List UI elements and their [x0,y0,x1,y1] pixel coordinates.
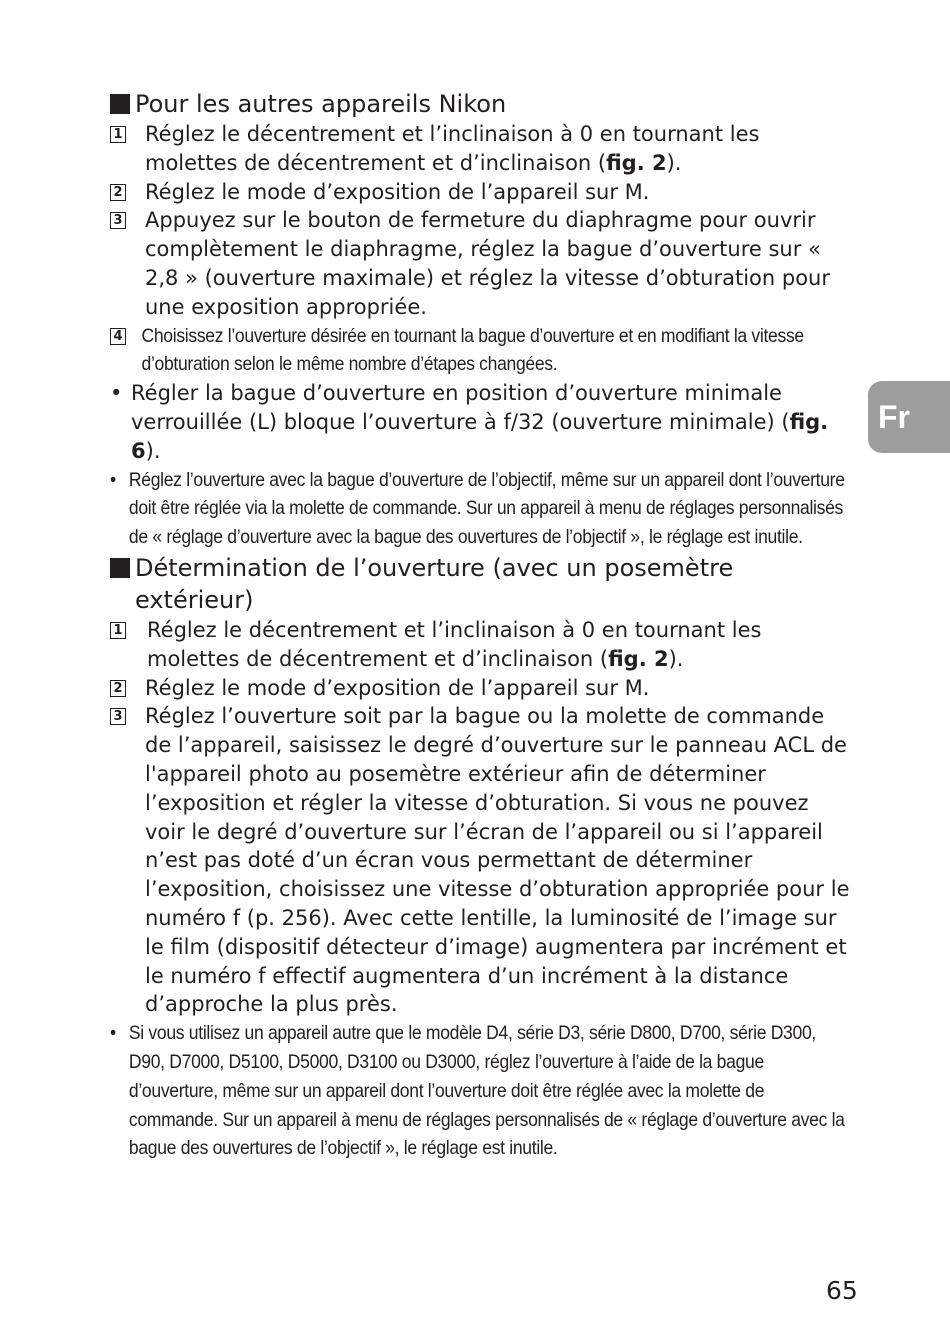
step-item: 3 Réglez l’ouverture soit par la bague ou la molette de commande de l’appareil, saisissez le degré d’ouverture sur le panneau ACL de l'appareil photo au posemètre extérieur afin de déterminer l’exposition et régler la vitesse d’obturation. Si vous ne pouvez voir le degré d’ouverture sur l’écran de l’appareil ou si l’appareil n’est pas doté d’un écran vous permettant de déterminer l’exposition, choisissez une vitesse d’obturation appropriée pour le numéro f (p. 256). Avec cette lentille, la luminosité de l’image sur le film (dispositif détecteur d’image) augmentera par incrément et le numéro f effectif augmentera d’un incrément à la distance d’approche la plus près. [110,702,850,1019]
square-bullet-icon [110,94,130,114]
bullet-dot-icon: • [110,381,123,406]
bullet-item: • Réglez l’ouverture avec la bague d’ouverture de l’objectif, même sur un appareil dont l’ouverture doit être réglée via la molette de commande. Sur un appareil à menu de réglages personnalisés de « réglage d’ouverture avec la bague des ouvertures de l’objectif », le réglage est inutile. [110,466,849,552]
step-number: 2 [110,680,126,697]
language-tab: Fr [868,381,950,453]
figure-reference: fig. 2 [606,150,667,175]
square-bullet-icon [110,558,130,578]
step-item: 2 Réglez le mode d’exposition de l’appareil sur M. [110,674,850,703]
step-number: 1 [110,622,126,639]
section-heading: Pour les autres appareils Nikon [110,88,850,120]
step-number: 2 [110,184,126,201]
figure-reference: fig. 6 [131,409,829,463]
bullet-dot-icon: • [110,468,116,491]
step-item: 1 Réglez le décentrement et l’inclinaison à 0 en tournant les molettes de décentrement et d’inclinaison (fig. 2). [110,120,850,178]
figure-reference: fig. 2 [608,646,669,671]
section-heading: Détermination de l’ouverture (avec un posemètre extérieur) [110,552,850,616]
page-content [110,88,850,1163]
step-item: 2 Réglez le mode d’exposition de l’appareil sur M. [110,178,850,207]
step-item: 3 Appuyez sur le bouton de fermeture du diaphragme pour ouvrir complètement le diaphragme, réglez la bague d’ouverture sur « 2,8 » (ouverture maximale) et réglez la vitesse d’obturation pour une exposition appropriée. [110,206,850,321]
step-item: 4 Choisissez l’ouverture désirée en tournant la bague d’ouverture et en modifiant la vitesse d’obturation selon le même nombre d’étapes changées. [110,322,853,380]
step-number: 3 [110,708,126,725]
step-number: 3 [110,212,126,229]
step-item: 1 Réglez le décentrement et l’inclinaison à 0 en tournant les molettes de décentrement et d’inclinaison (fig. 2). [110,616,850,674]
step-number: 4 [110,328,126,345]
bullet-item: • Régler la bague d’ouverture en position d’ouverture minimale verrouillée (L) bloque l’ouverture à f/32 (ouverture minimale) (fig. 6). [110,381,829,463]
page-number: 65 [826,1276,858,1305]
step-number: 1 [110,126,126,143]
bullet-dot-icon: • [110,1022,116,1045]
bullet-item: • Si vous utilisez un appareil autre que le modèle D4, série D3, série D800, D700, série D300, D90, D7000, D5100, D5000, D3100 ou D3000, réglez l’ouverture à l’aide de la bague d’ouverture, même sur un appareil dont l’ouverture doit être réglée avec la molette de commande. Sur un appareil à menu de réglages personnalisés de « réglage d’ouverture avec la bague des ouvertures de l’objectif », le réglage est inutile. [110,1019,849,1163]
